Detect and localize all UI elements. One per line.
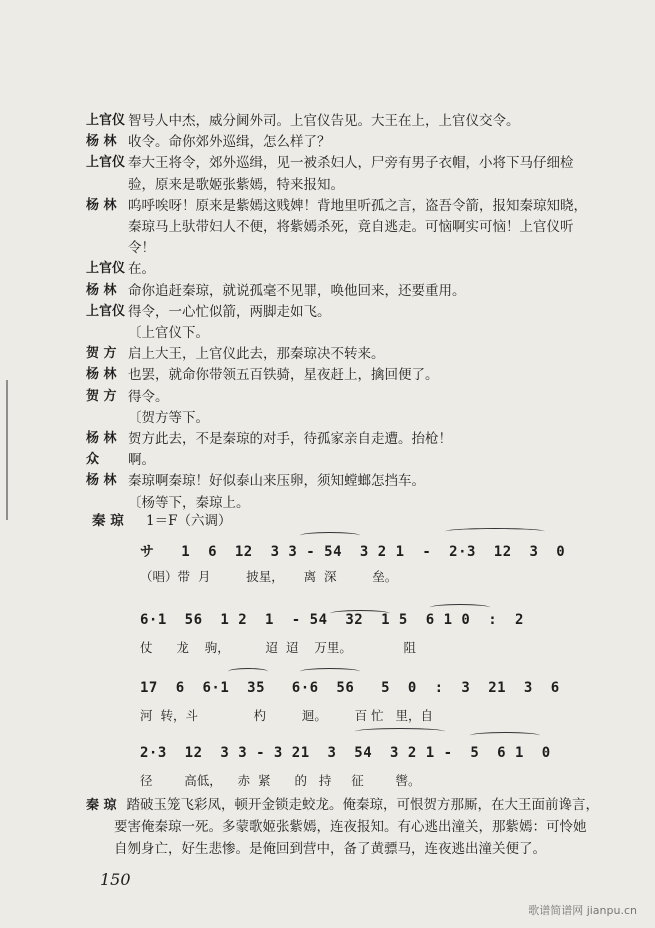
dialogue-line [0, 174, 655, 196]
slur-mark [300, 532, 360, 539]
speaker-name: 杨 林 [86, 431, 117, 446]
dialogue-line [0, 216, 655, 238]
line-text: 秦琼啊秦琼！好似泰山来压卵，须知螳螂怎挡车。 [128, 473, 425, 490]
notation-row: 6·1 56 1 2 1 - 54 32 1 5 6 1 0 : 2 [140, 612, 524, 628]
speaker-name: 众 [86, 452, 100, 468]
notation-row: サ 1 6 12 3 3 - 54 3 2 1 - 2·3 12 3 0 [140, 544, 566, 560]
speaker-name: 杨 林 [86, 197, 117, 213]
dialogue-line [0, 152, 655, 174]
line-text: 得令。 [128, 388, 169, 405]
speaker-name: 秦 琼 [86, 798, 117, 813]
watermark: 歌谱简谱网 jianpu.cn [528, 904, 637, 917]
closing-line [114, 838, 546, 860]
dialogue-line [0, 343, 655, 365]
lyric-row: 仗 龙 驹， 迢 迢 万里。 阻 [140, 640, 416, 655]
line-text: 得令，一心忙似箭，两脚走如飞。 [128, 303, 331, 320]
dialogue-line [0, 449, 655, 471]
speaker-name: 贺 方 [86, 346, 117, 362]
slur-mark [300, 668, 360, 675]
dialogue-line [0, 407, 655, 429]
line-text: 也罢，就命你带领五百铁骑，星夜赶上，擒回便了。 [128, 367, 439, 384]
notation-row: 17 6 6·1 35 6·6 56 5 0 : 3 21 3 6 [140, 680, 560, 696]
slur-mark [228, 668, 268, 675]
page-number: 150 [100, 870, 131, 889]
speaker-name: 上官仪 [86, 261, 126, 277]
dialogue-line [0, 131, 655, 153]
dialogue-line [0, 110, 655, 132]
line-text: 啊。 [128, 452, 155, 469]
line-text: 收令。命你郊外巡缉，怎么样了？ [128, 134, 331, 151]
speaker-name: 杨 林 [86, 134, 117, 150]
speaker-name: 杨 林 [86, 367, 117, 383]
dialogue-line [0, 364, 655, 386]
dialogue-line [0, 470, 655, 492]
line-text: 在。 [128, 261, 155, 278]
line-text: 呜呼唉呀！原来是紫嫣这贱婢！背地里听孤之言，盗吾令箭，报知秦琼知晓， [128, 197, 587, 214]
dialogue-line [0, 322, 655, 344]
dialogue-line [0, 428, 655, 450]
line-text: 令！ [128, 240, 155, 257]
closing-line [114, 816, 587, 838]
closing-line [86, 794, 599, 817]
speaker-name: 上官仪 [86, 303, 126, 319]
line-text: 验，原来是歌姬张紫嫣，特来报知。 [128, 176, 344, 193]
line-text: 自刎身亡，好生悲惨。是俺回到营中，备了黄骠马，连夜逃出潼关便了。 [114, 841, 546, 857]
speaker-name: 上官仪 [86, 155, 126, 171]
speaker-name: 贺 方 [86, 388, 117, 404]
slur-mark [470, 732, 540, 739]
line-text: 启上大王，上官仪此去，那秦琼决不转来。 [128, 346, 385, 363]
stage-direction: 〔贺方等下。 [128, 409, 209, 426]
lyric-row: 河 转，斗 杓 迴。 百 忙 里，自 [140, 708, 434, 723]
speaker-name: 杨 林 [86, 473, 117, 489]
line-text: 踏破玉笼飞彩凤，顿开金锁走蛟龙。俺秦琼，可恨贺方那厮，在大王面前谗言， [126, 797, 600, 813]
song-header [92, 509, 231, 529]
key-signature: 1＝F（六调） [146, 513, 232, 529]
dialogue-line [0, 195, 655, 217]
stage-direction: 〔杨等下，秦琼上。 [128, 494, 250, 511]
line-text: 秦琼马上驮带妇人不便，将紫嫣杀死，竟自逃走。可恼啊实可恼！上官仪听 [128, 219, 574, 235]
lyric-row: 径 高低， 赤 紧 的 持 征 辔。 [140, 773, 421, 788]
notation-row: 2·3 12 3 3 - 3 21 3 54 3 2 1 - 5 6 1 0 [140, 745, 551, 761]
line-text: 要害俺秦琼一死。多蒙歌姬张紫嫣，连夜报知。有心逃出潼关，那紫嫣：可怜她 [114, 819, 587, 835]
slur-mark [430, 604, 490, 611]
slur-mark [355, 728, 445, 735]
singer-name: 秦 琼 [92, 513, 124, 529]
speaker-name: 杨 林 [86, 282, 117, 298]
stage-direction: 〔上官仪下。 [128, 325, 209, 341]
dialogue-line [0, 386, 655, 408]
dialogue-line [0, 280, 655, 302]
dialogue-line [0, 258, 655, 280]
line-text: 奉大王将令，郊外巡缉，见一被杀妇人，尸旁有男子衣帽，小将下马仔细检 [128, 155, 574, 172]
speaker-name: 上官仪 [86, 113, 126, 128]
dialogue-line [0, 301, 655, 323]
slur-mark [445, 528, 545, 535]
line-text: 智号人中杰，威分阃外司。上官仪告见。大王在上，上官仪交令。 [128, 113, 520, 129]
line-text: 贺方此去，不是秦琼的对手，待孤家亲自走遭。抬枪！ [128, 431, 452, 447]
dialogue-line [0, 237, 655, 259]
lyric-row: （唱）带 月 披星， 离 深 垒。 [140, 569, 398, 584]
line-text: 命你追赶秦琼，就说孤毫不见罪，唤他回来，还要重用。 [128, 282, 466, 299]
